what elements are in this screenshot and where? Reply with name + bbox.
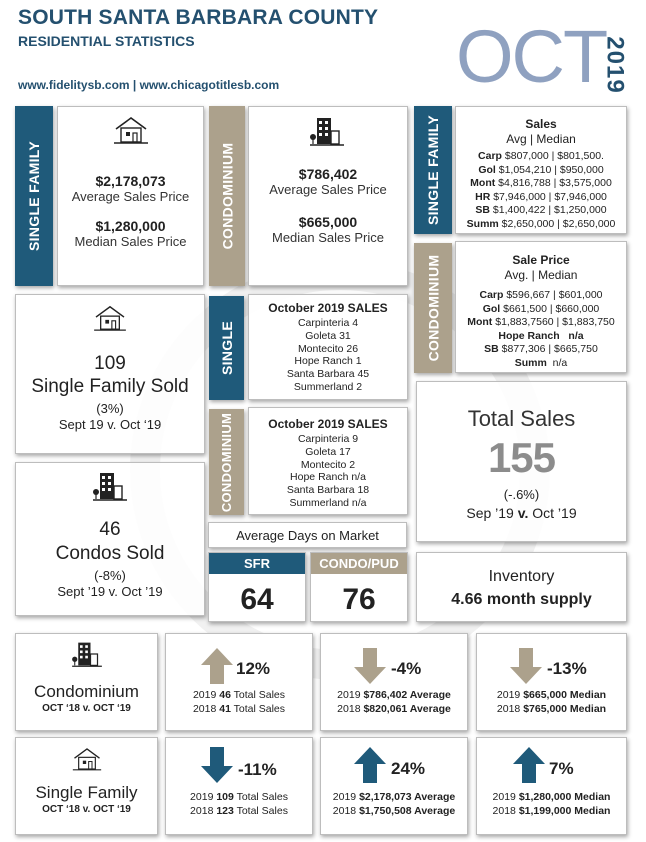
arrow-down-icon [509,647,543,685]
dom-sfr-card [208,552,306,622]
total-sales-period: Sep ’19 v. Oct ’19 [466,505,577,521]
arrow-up-icon [512,746,546,784]
condo-sold-card [15,462,205,616]
yoy-condo-median-pct: -13% [547,659,587,678]
sf-sold-card [15,294,205,454]
month-label: OCT [456,15,607,98]
condo-area-row-mont: Mont $1,883,7560 | $1,883,750 [467,316,615,328]
condo-count-montecito: Montecito 2 [300,458,356,471]
yoy-condo-card-median [476,633,627,731]
inventory-label: Inventory [488,568,555,585]
sf-med-label: Median Sales Price [74,234,187,249]
arrow-down-icon [200,746,234,784]
condo-sold-change: (-8%) [94,568,126,583]
condo-avg-value: $786,402 [298,166,358,182]
condo-sold-period: Sept ’19 v. Oct ’19 [57,584,163,599]
sf-sold-period: Sept 19 v. Oct ‘19 [58,417,162,432]
total-sales-change: (-.6%) [503,487,540,502]
condo-area-row-summ: Summ n/a [514,356,568,369]
arrow-up-icon [200,647,234,685]
report-subtitle: RESIDENTIAL STATISTICS [18,33,195,49]
condo-count-carpinteria: Carpinteria 9 [297,433,359,445]
website-links[interactable]: www.fidelitysb.com | www.chicagotitlesb.com [18,78,280,92]
yoy-sf-average-pct: 24% [391,759,426,778]
yoy-sf-card-median [476,737,627,835]
yoy-condo-average-pct: -4% [391,659,422,678]
yoy-sf-total-pct: -11% [238,760,277,779]
sf-area-row-summ: Summ $2,650,000 | $2,650,000 [466,217,616,230]
building-icon [71,640,103,668]
condo-avg-label: Average Sales Price [269,182,387,197]
sf-sold-count: 109 [94,353,126,374]
yoy-condo-card-average [320,633,468,731]
yoy-sf-median-pct: 7% [549,759,574,778]
yoy-sf-card-average [320,737,468,835]
condo-area-title: Sale Price [512,253,570,267]
dom-sfr-label: SFR [209,553,305,574]
arrow-down-icon [353,647,387,685]
single-counts-rows [249,317,407,394]
sf-area-row-gol: Gol $1,054,210 | $950,000 [478,163,604,176]
sf-area-title: Sales [525,117,557,131]
single-counts-bar: SINGLE [209,296,244,400]
inventory-card [416,552,627,622]
total-sales-card [416,381,627,542]
yoy-condo-average-lines: 2019 $786,402 Average 2018 $820,061 Average [337,689,451,715]
sf-avg-label: Average Sales Price [71,189,190,204]
single-count-santa-barbara: Santa Barbara 45 [286,368,370,381]
sf-price-card [57,106,204,286]
single-count-hope-ranch: Hope Ranch 1 [294,355,362,368]
sf-avg-value: $2,178,073 [95,173,166,189]
inventory-value: 4.66 month supply [451,591,592,608]
dom-label-box [208,522,407,548]
condo-counts-card [248,407,408,515]
condo-sold-count: 46 [99,519,121,540]
yoy-condo-period: OCT ‘18 v. OCT ‘19 [42,703,131,714]
condo-area-rows [456,289,626,370]
yoy-sf-card-total [165,737,313,835]
yoy-sf-label: Single Family [35,783,138,802]
house-icon [113,115,149,145]
sf-area-row-sb: SB $1,400,422 | $1,250,000 [475,204,607,216]
single-count-carpinteria: Carpinteria 4 [297,317,359,329]
single-counts-title: October 2019 SALES [268,301,388,315]
sf-area-row-carp: Carp $807,000 | $801,500. [478,150,604,162]
condo-area-sales-card [455,241,627,373]
condo-area-subtitle: Avg. | Median [504,268,578,282]
condo-med-value: $665,000 [298,214,358,230]
dom-condo-value: 76 [342,583,376,616]
yoy-condo-label: Condominium [34,682,139,701]
sf-area-row-mont: Mont $4,816,788 | $3,575,000 [470,177,612,189]
house-icon [72,746,102,772]
sf-area-row-hr: HR $7,946,000 | $7,946,000 [475,190,607,203]
condo-med-label: Median Sales Price [272,230,384,245]
dom-sfr-value: 64 [240,583,274,616]
condo-price-card [248,106,408,286]
single-counts-card [248,294,408,400]
sf-area-sales-card [455,106,627,234]
condo-area-row-carp: Carp $596,667 | $601,000 [479,289,603,301]
condo-area-bar: CONDOMINIUM [414,243,452,373]
yoy-sf-average-lines: 2019 $2,178,073 Average 2018 $1,750,508 Average [332,791,456,817]
sf-bar: SINGLE FAMILY [15,106,53,286]
single-count-montecito: Montecito 26 [297,342,359,355]
condo-area-row-hr: Hope Ranch n/a [498,329,584,342]
sf-area-rows [456,150,626,231]
yoy-sf-label-card [15,737,158,835]
single-count-goleta: Goleta 31 [305,329,351,342]
sf-sold-label: Single Family Sold [31,376,189,397]
condo-counts-rows [249,433,407,510]
yoy-condo-label-card [15,633,158,731]
condo-count-summerland: Summerland n/a [289,496,367,509]
arrow-up-icon [353,746,387,784]
building-icon [92,470,128,502]
condo-area-row-gol: Gol $661,500 | $660,000 [482,302,600,315]
dom-condo-card [310,552,408,622]
yoy-sf-median-lines: 2019 $1,280,000 Median 2018 $1,199,000 Median [492,791,611,817]
condo-area-row-sb: SB $877,306 | $665,750 [484,343,598,355]
yoy-condo-card-total [165,633,313,731]
building-icon [309,115,345,147]
sf-sold-change: (3%) [96,401,124,416]
condo-counts-bar: CONDOMINIUM [209,409,244,515]
single-count-summerland: Summerland 2 [293,380,363,393]
yoy-sf-total-lines: 2019 109 Total Sales 2018 123 Total Sales [190,791,288,817]
yoy-condo-median-lines: 2019 $665,000 Median 2018 $765,000 Median [496,689,607,715]
total-sales-value: 155 [487,434,556,481]
condo-count-santa-barbara: Santa Barbara 18 [286,484,370,497]
condo-count-hope-ranch: Hope Ranch n/a [290,471,366,484]
total-sales-label: Total Sales [467,406,576,431]
sf-area-subtitle: Avg | Median [506,132,576,146]
sf-med-value: $1,280,000 [95,218,166,234]
yoy-condo-total-pct: 12% [236,659,271,678]
dom-condo-label: CONDO/PUD [311,553,407,574]
yoy-sf-period: OCT ‘18 v. OCT ‘19 [42,804,131,815]
condo-sold-label: Condos Sold [55,543,165,564]
year-label: 2019 [602,36,630,94]
condo-counts-title: October 2019 SALES [268,417,388,431]
house-icon [93,304,127,332]
sf-area-bar: SINGLE FAMILY [414,106,452,234]
condo-bar: CONDOMINIUM [209,106,245,286]
condo-count-goleta: Goleta 17 [305,445,351,458]
report-title: SOUTH SANTA BARBARA COUNTY [18,6,379,29]
dom-label: Average Days on Market [236,528,379,543]
yoy-condo-total-lines: 2019 46 Total Sales 2018 41 Total Sales [192,689,286,715]
